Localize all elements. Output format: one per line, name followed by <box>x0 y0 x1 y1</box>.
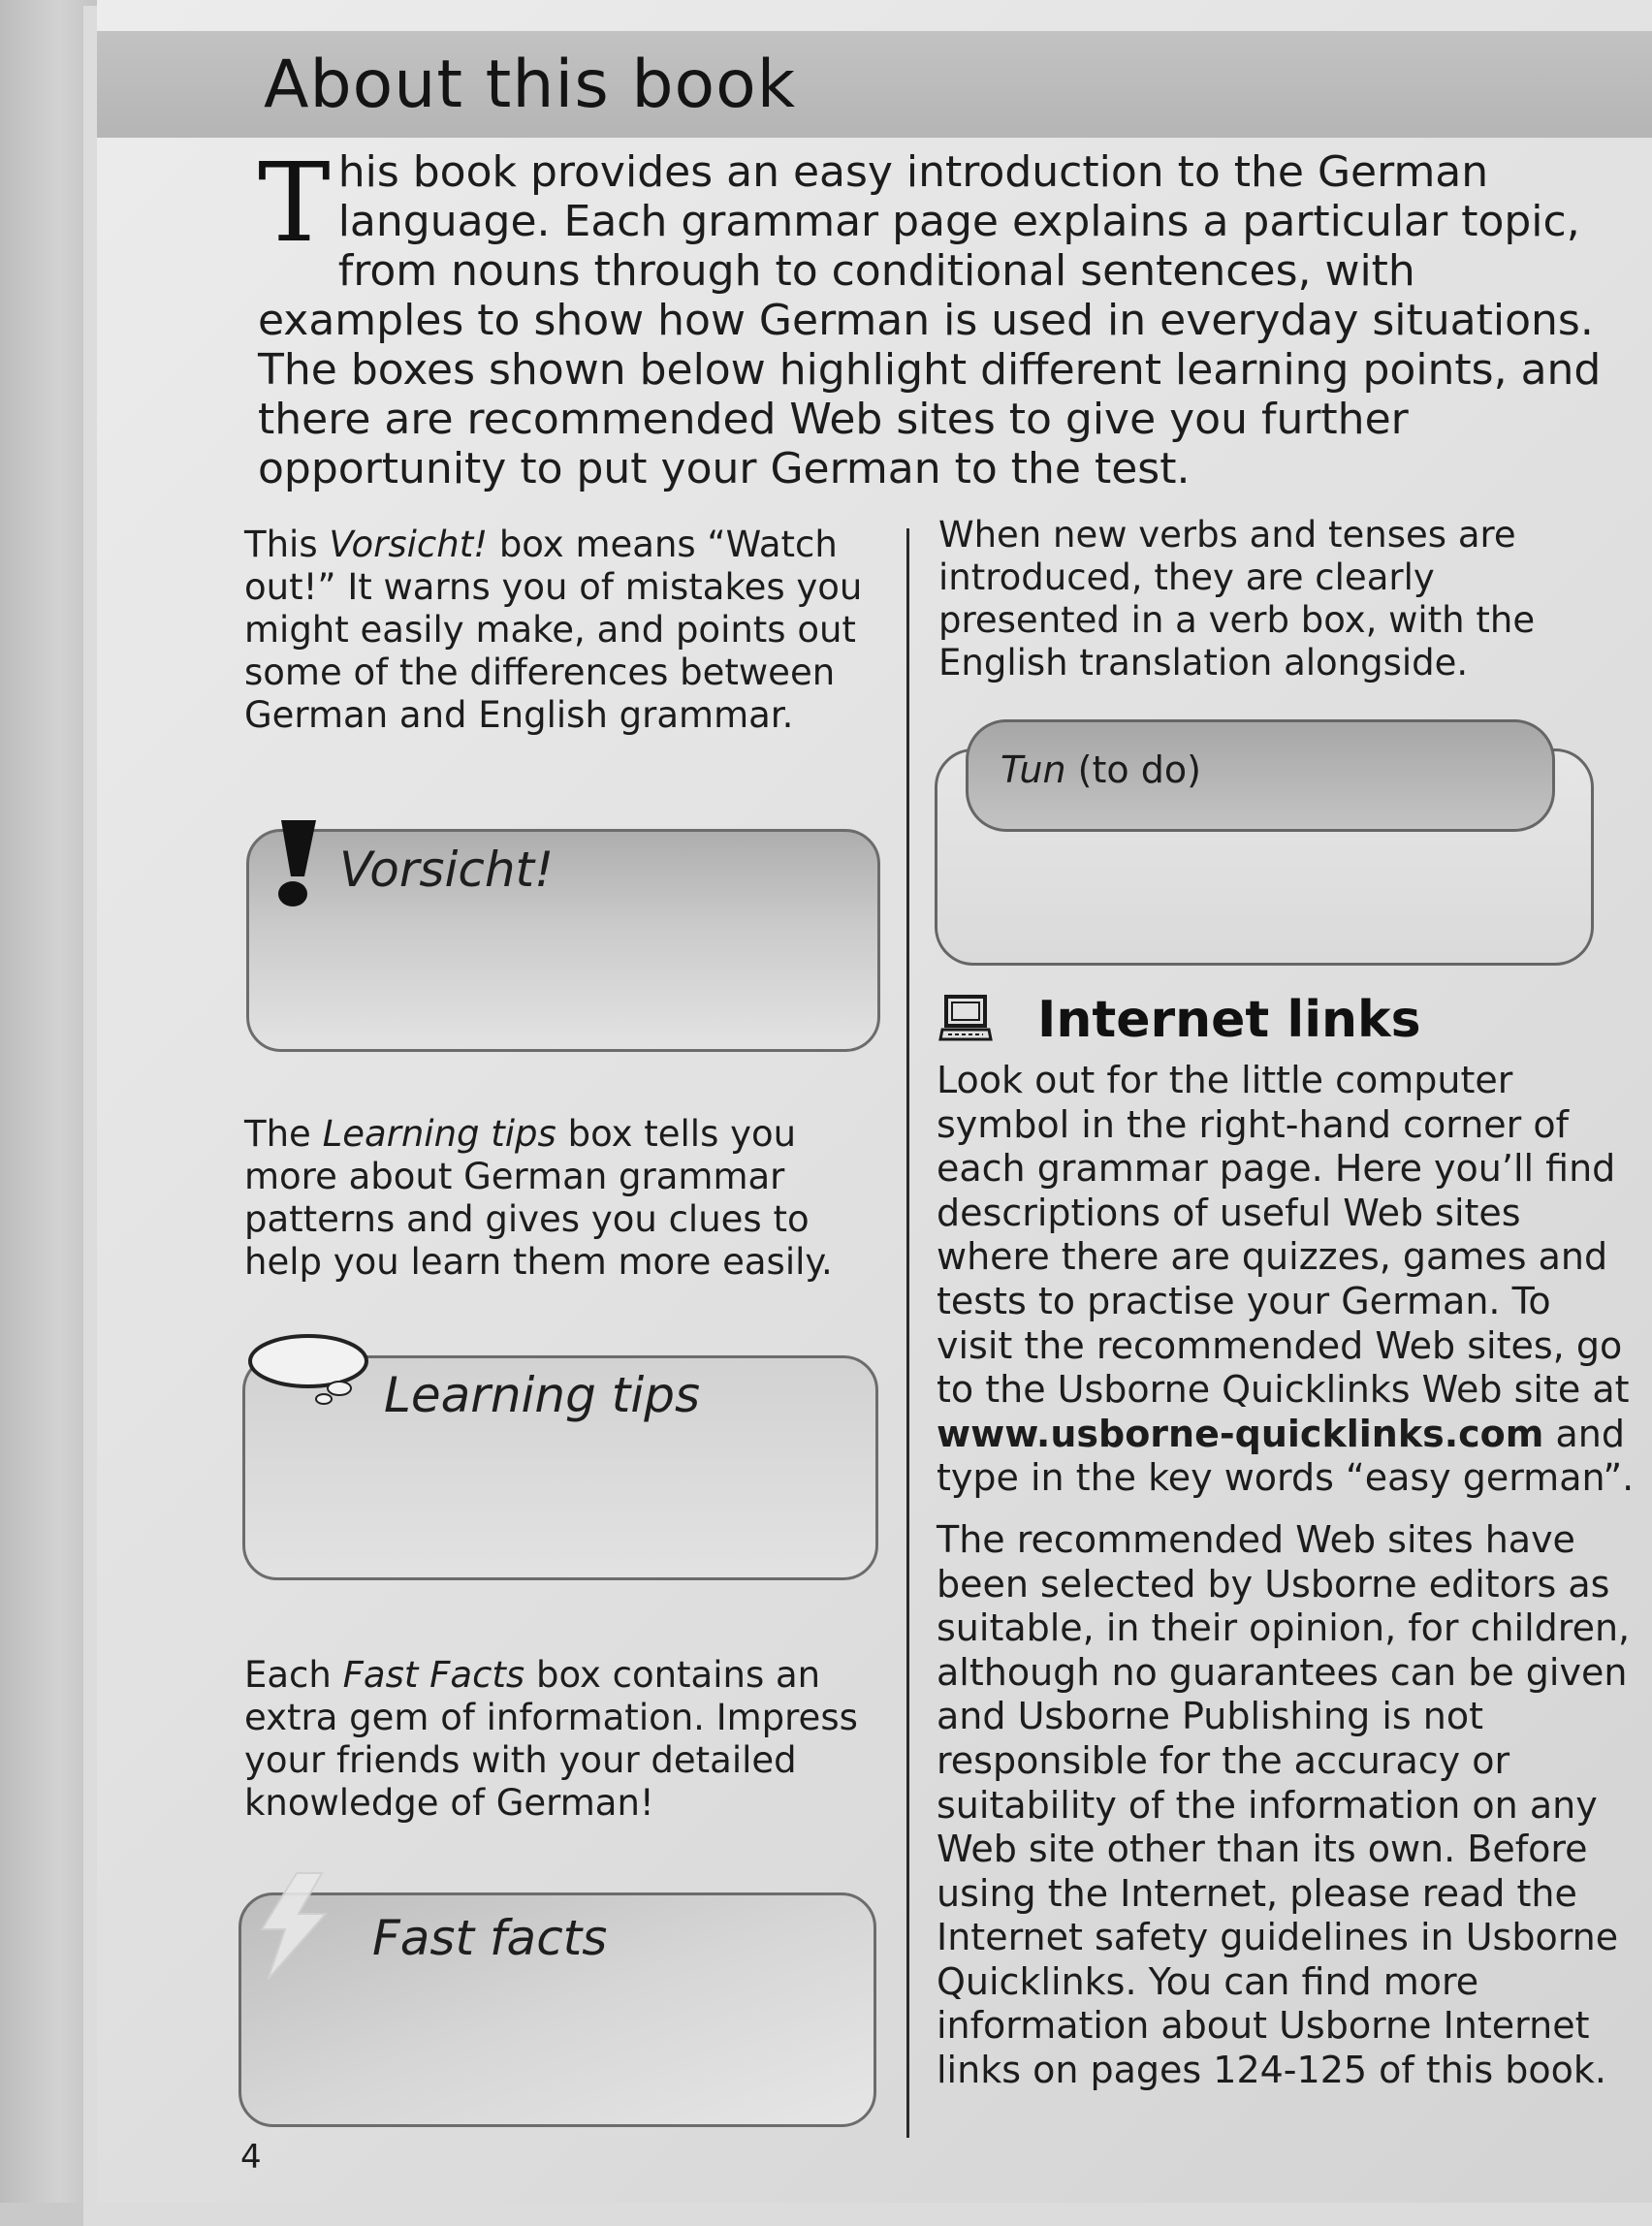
internet-para-1-end: and type in the key words “easy german”. <box>937 1412 1635 1500</box>
facts-desc-post: box contains an extra gem of information. Impress your friends with your detailed knowledge of German! <box>244 1654 858 1824</box>
page-title: About this book <box>264 47 797 123</box>
facts-desc-em: Fast Facts <box>342 1654 525 1696</box>
internet-para-1-text: Look out for the little computer symbol in the right-hand corner of each grammar page. Here you’ll find descriptions of useful Web sites where there are quizzes, games and tests to practise your German. To visit the recommended Web sites, go to the Usborne Quicklinks Web site at <box>937 1059 1630 1412</box>
tips-description <box>244 1113 865 1284</box>
book-page <box>97 0 1652 2203</box>
exclamation-icon <box>270 816 324 911</box>
vorsicht-description <box>244 524 865 737</box>
background-wall <box>0 0 97 2203</box>
computer-icon <box>938 995 993 1043</box>
tips-column-block <box>244 1113 962 1284</box>
column-divider <box>906 528 909 2138</box>
facts-desc-pre: Each <box>244 1654 343 1696</box>
verb-label-rest: (to do) <box>1065 748 1201 791</box>
fast-facts-label: Fast facts <box>372 1910 608 1966</box>
facts-column-block <box>244 1654 962 1825</box>
vorsicht-desc-post: box means “Watch out!” It warns you of mistakes you might easily make, and points out some of the differences between German and English grammar. <box>244 524 863 736</box>
vorsicht-desc-em: Vorsicht! <box>329 524 489 565</box>
vorsicht-desc-pre: This <box>244 524 330 565</box>
tips-desc-em: Learning tips <box>322 1113 556 1155</box>
right-column <box>938 514 1578 684</box>
internet-links-heading: Internet links <box>1037 991 1421 1049</box>
tips-desc-pre: The <box>244 1113 323 1155</box>
vorsicht-box-label: Vorsicht! <box>339 842 555 898</box>
learning-tips-label: Learning tips <box>384 1367 701 1423</box>
intro-paragraph <box>258 141 1635 493</box>
quicklinks-url[interactable]: www.usborne-quicklinks.com <box>937 1412 1544 1455</box>
internet-para-1 <box>937 1059 1635 1501</box>
thought-bubble-icon <box>244 1332 372 1408</box>
drop-cap: T <box>258 141 331 267</box>
verbs-description: When new verbs and tenses are introduced, they are clearly presented in a verb box, with the English translation alongside. <box>938 514 1536 684</box>
facts-description <box>244 1654 874 1825</box>
internet-links-text <box>937 1059 1635 2093</box>
page-number: 4 <box>240 2138 262 2177</box>
verb-label-em: Tun <box>1001 748 1066 791</box>
internet-para-2: The recommended Web sites have been selected by Usborne editors as suitable, in their opinion, for children, although no guarantees can be given and Usborne Publishing is not responsible for the accuracy or suitability of the information on any Web site other than its own. Before using the Internet, please read the Internet safety guidelines in Usborne Quicklinks. You can find more information about Usborne Internet links on pages 124-125 of this book. <box>937 1517 1631 2092</box>
left-column <box>244 524 962 737</box>
intro-text: his book provides an easy introduction to the German language. Each grammar page explains a particular topic, from nouns through to conditional sentences, with examples to show how German is used in everyday situations. The boxes shown below highlight different learning points, and there are recommended Web sites to give you further opportunity to put your German to the test. <box>258 147 1602 493</box>
lightning-icon <box>250 1869 337 1986</box>
verb-box-label <box>1001 748 1201 791</box>
tips-desc-post: box tells you more about German grammar patterns and gives you clues to help you learn them more easily. <box>244 1113 833 1283</box>
